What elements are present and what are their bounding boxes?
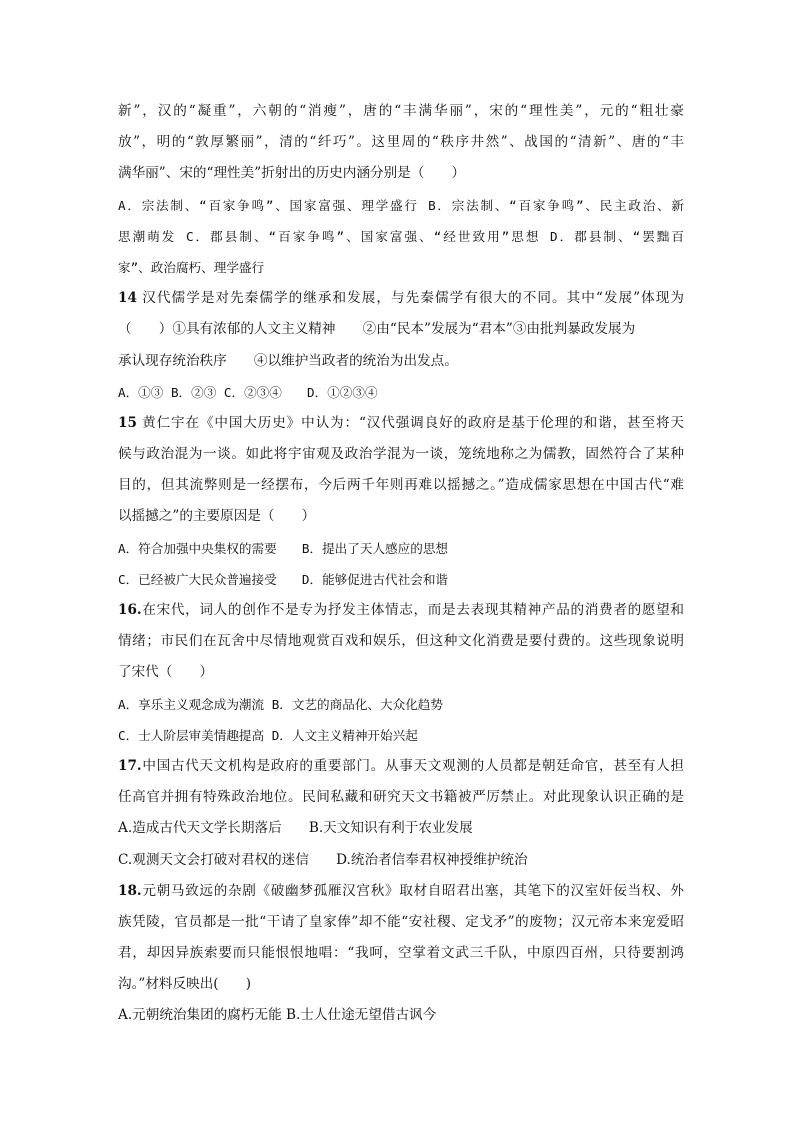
question-number: 15 (118, 414, 137, 431)
answer-option-line: C．已经被广大民众普遍接受 D．能够促进古代社会和谐 (118, 571, 449, 587)
question-16 (118, 595, 684, 751)
question-text-line: 情绪；市民们在瓦舍中尽情地观赏百戏和娱乐，但这种文化消费是要付费的。这些现象说明 (118, 633, 684, 650)
question-text-line: 新”，汉的“凝重”，六朝的“消瘦”，唐的“丰满华丽”，宋的“理性美”，元的“粗壮豪 (118, 103, 684, 119)
question-text-line: 君，却因异族索要而只能恨恨地唱：“我呵，空掌着文武三千队，中原四百州，只待要割鸿 (118, 945, 684, 962)
question-15 (118, 408, 684, 595)
question-18 (118, 876, 684, 1032)
question-text-line (118, 876, 684, 907)
question-text-line: 了宋代（ ） (118, 664, 214, 681)
answer-option-line: 家”、政治腐朽、理学盛行 (118, 259, 265, 275)
answer-option-line: A．宗法制、“百家争鸣”、国家富强、理学盛行 B．宗法制、“百家争鸣”、民主政治、新 (118, 197, 684, 213)
question-number: 17. (118, 757, 142, 774)
answer-option-line: A．①③ B．②③ C．②③④ D．①②③④ (118, 384, 378, 400)
answer-option-line: A．享乐主义观念成为潮流 B．文艺的商品化、大众化趋势 (118, 696, 443, 712)
question-text-line: 族凭陵，官员都是一批“干请了皇家俸”却不能“安社稷、定戈矛”的废物；汉元帝本来宠爱昭 (118, 913, 684, 930)
answer-option-line: 思潮萌发 C．郡县制、“百家争鸣”、国家富强、“经世致用”思想 D．郡县制、“罢黜百 (118, 228, 684, 244)
question-text-line: 目的，但其流弊则是一经摆布，今后两千年则再难以摇撼之。”造成儒家思想在中国古代“难 (118, 477, 684, 494)
question-text: 在宋代，词人的创作不是专为抒发主体情志，而是去表现其精神产品的消费者的愿望和 (141, 602, 684, 618)
question-text: 元朝马致远的杂剧《破幽梦孤雁汉宫秋》取材自昭君出塞，其笔下的汉室奸佞当权、外 (141, 882, 684, 899)
answer-option-line: C．士人阶层审美情趣提高 D．人文主义精神开始兴起 (118, 727, 418, 743)
question-text: 中国古代天文机构是政府的重要部门。从事天文观测的人员都是朝廷命官，甚至有人担 (141, 757, 684, 774)
question-text: 黄仁宇在《中国大历史》中认为：“汉代强调良好的政府是基于伦理的和谐，甚至将天 (142, 414, 684, 431)
question-text-line: 沟。”材料反映出( ) (118, 976, 252, 993)
question-number: 14 (118, 290, 137, 307)
question-13 (118, 96, 684, 283)
question-text: 汉代儒学是对先秦儒学的继承和发展，与先秦儒学有很大的不同。其中“发展”体现为 (142, 290, 684, 307)
answer-option-line: A.造成古代天文学长期落后 B.天文知识有利于农业发展 (118, 820, 473, 837)
document-page (118, 96, 684, 1032)
question-14 (118, 283, 684, 408)
question-text-line (118, 408, 684, 439)
question-text-line: 满华丽”、宋的“理性美”折射出的历史内涵分别是（ ） (118, 165, 466, 182)
question-text-line (118, 751, 684, 782)
answer-option-line: C.观测天文会打破对君权的迷信 D.统治者信奉君权神授维护统治 (118, 851, 528, 868)
question-number: 18. (118, 882, 142, 899)
question-text-line (118, 283, 684, 314)
question-text-line (118, 595, 684, 626)
question-text-line: （ ）①具有浓郁的人文主义精神 ②由“民本”发展为“君本”③由批判暴政发展为 (118, 321, 636, 338)
question-text-line: 放”，明的“敦厚繁丽”，清的“纤巧”。这里周的“秩序井然”、战国的“清新”、唐的“丰 (118, 134, 684, 151)
question-17 (118, 751, 684, 876)
question-text-line: 任高官并拥有特殊政治地位。民间私藏和研究天文书籍被严厉禁止。对此现象认识正确的是 (118, 789, 684, 806)
question-text-line: 承认现存统治秩序 ④以维护当政者的统治为出发点。 (118, 352, 458, 369)
question-text-line: 以摇撼之”的主要原因是（ ） (118, 508, 316, 525)
answer-option-line: A.元朝统治集团的腐朽无能 B.士人仕途无望借古讽今 (118, 1007, 437, 1024)
question-text-line: 候与政治混为一谈。如此将宇宙观及政治学混为一谈，笼统地称之为儒教，固然符合了某种 (118, 446, 684, 463)
question-number: 16. (118, 602, 142, 618)
answer-option-line: A．符合加强中央集权的需要 B．提出了天人感应的思想 (118, 540, 449, 556)
